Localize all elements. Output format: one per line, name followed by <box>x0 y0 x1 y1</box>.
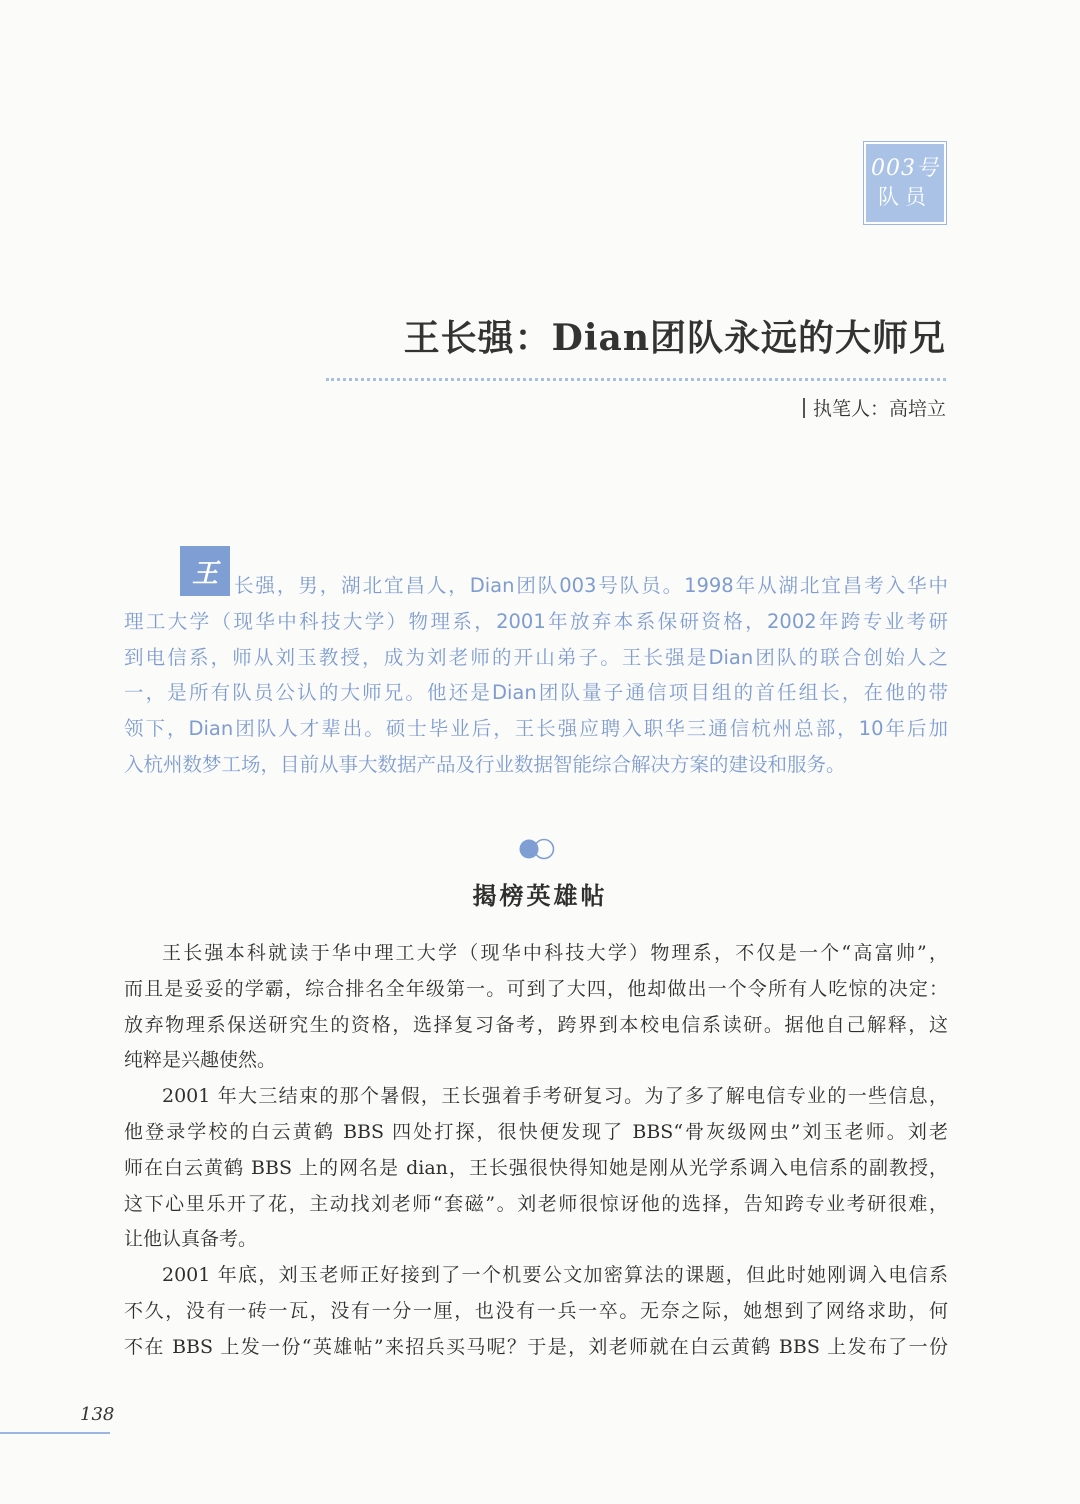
body-line: 2001 年大三结束的那个暑假，王长强着手考研复习。为了多了解电信专业的一些信息， <box>162 1085 948 1108</box>
member-number-badge <box>864 142 946 224</box>
byline-text: 执笔人：高培立 <box>812 398 946 420</box>
intro-line: 一，是所有队员公认的大师兄。他还是Dian团队量子通信项目组的首任组长，在他的带 <box>124 681 948 705</box>
body-line: 不在 BBS 上发一份“英雄帖”来招兵买马呢？于是，刘老师就在白云黄鹤 BBS 上发布了一份 <box>124 1335 948 1358</box>
title-dotted-divider <box>326 378 946 381</box>
intro-dropcap: 王 <box>180 546 230 596</box>
intro-line: 领下，Dian团队人才辈出。硕士毕业后，王长强应聘入职华三通信杭州总部，10年后加 <box>124 717 948 741</box>
body-line: 而且是妥妥的学霸，综合排名全年级第一。可到了大四，他却做出一个令所有人吃惊的决定： <box>124 977 948 1000</box>
body-line: 放弃物理系保送研究生的资格，选择复习备考，跨界到本校电信系读研。据他自己解释，这 <box>124 1013 948 1036</box>
body-line: 2001 年底，刘玉老师正好接到了一个机要公文加密算法的课题，但此时她刚调入电信系 <box>162 1264 948 1287</box>
body-line: 师在白云黄鹤 BBS 上的网名是 dian，王长强很快得知她是刚从光学系调入电信系的副教授， <box>124 1156 948 1179</box>
badge-number: 003号 <box>871 156 939 181</box>
section-ornament-icon <box>518 838 558 860</box>
body-line: 他登录学校的白云黄鹤 BBS 四处打探，很快便发现了 BBS“骨灰级网虫”刘玉老师。刘老 <box>124 1120 948 1143</box>
page-number-rule <box>0 1432 110 1434</box>
body-line: 王长强本科就读于华中理工大学（现华中科技大学）物理系，不仅是一个“高富帅”， <box>162 942 948 964</box>
section-heading: 揭榜英雄帖 <box>472 881 608 910</box>
body-line: 这下心里乐开了花，主动找刘老师“套磁”。刘老师很惊讶他的选择，告知跨专业考研很难， <box>124 1192 948 1215</box>
body-line: 纯粹是兴趣使然。 <box>124 1049 277 1072</box>
badge-word: 队员 <box>878 185 932 209</box>
intro-line: 长强，男，湖北宜昌人，Dian团队003号队员。1998年从湖北宜昌考入华中 <box>234 574 948 597</box>
byline-bar <box>803 398 805 418</box>
byline <box>803 394 946 421</box>
body-text <box>124 936 948 1366</box>
intro-line: 入杭州数梦工场，目前从事大数据产品及行业数据智能综合解决方案的建设和服务。 <box>124 752 846 776</box>
body-line: 让他认真备考。 <box>124 1228 258 1251</box>
article-title: 王长强：Dian团队永远的大师兄 <box>403 317 946 359</box>
page-number: 138 <box>80 1404 115 1425</box>
intro-line: 到电信系，师从刘玉教授，成为刘老师的开山弟子。王长强是Dian团队的联合创始人之 <box>124 645 948 669</box>
intro-line: 理工大学（现华中科技大学）物理系，2001年放弃本系保研资格，2002年跨专业考研 <box>124 609 948 633</box>
body-line: 不久，没有一砖一瓦，没有一分一厘，也没有一兵一卒。无奈之际，她想到了网络求助，何 <box>124 1299 948 1322</box>
intro-paragraph <box>124 568 948 783</box>
